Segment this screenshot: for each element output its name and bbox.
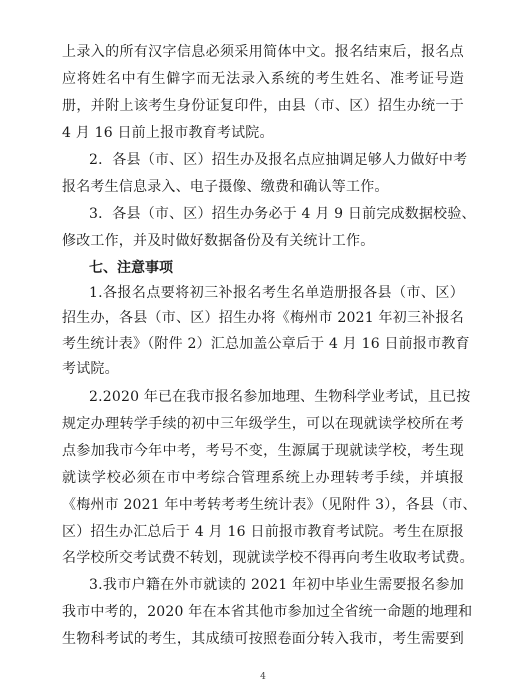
- text-line: 报名考生信息录入、电子摄像、缴费和确认等工作。: [62, 179, 389, 196]
- text-line: 区）招生办汇总后于 4 月 16 日前报市教育考试院。考生在原报: [62, 523, 464, 540]
- text-line: 修改工作，并及时做好数据备份及有关统计工作。: [62, 232, 375, 249]
- text-line: 册，并附上该考生身份证复印件，由县（市、区）招生办统一于: [62, 97, 464, 114]
- page-number: 4: [260, 672, 266, 682]
- text-line: 生物科考试的考生，其成绩可按照卷面分转入我市，考生需要到: [62, 631, 464, 647]
- text-line: 我市中考的，2020 年在本省其他市参加过全省统一命题的地理和: [62, 604, 473, 621]
- text-line: 4 月 16 日前上报市教育考试院。: [62, 124, 274, 141]
- text-line: 1.各报名点要将初三补报名考生名单造册报各县（市、区）: [89, 285, 464, 301]
- text-line: 招生办，各县（市、区）招生办将《梅州市 2021 年初三补报名: [62, 310, 464, 327]
- text-line: 3.我市户籍在外市就读的 2021 年初中毕业生需要报名参加: [89, 577, 464, 594]
- text-line: 3．各县（市、区）招生办务必于 4 月 9 日前完成数据校验、: [89, 206, 476, 222]
- text-line: 考生统计表》（附件 2）汇总加盖公章后于 4 月 16 日前报市教育: [62, 335, 470, 352]
- text-line: 名学校所交考试费不转划，现就读学校不得再向考生收取考试费。: [62, 550, 474, 567]
- section-heading: 七、注意事项: [89, 259, 173, 276]
- text-line: 上录入的所有汉字信息必须采用简体中文。报名结束后，报名点: [62, 44, 464, 60]
- text-line: 规定办理转学手续的初中三年级学生，可以在现就读学校所在考: [62, 416, 464, 433]
- text-line: 点参加我市今年中考，考号不变，生源属于现就读学校，考生现: [62, 443, 464, 459]
- text-line: 2.2020 年已在我市报名参加地理、生物科学业考试，且已按: [89, 389, 471, 406]
- text-line: 考试院。: [62, 360, 119, 377]
- text-line: 就读学校必须在市中考综合管理系统上办理转考手续，并填报: [62, 469, 464, 486]
- text-line: 应将姓名中有生僻字而无法录入系统的考生姓名、准考证号造: [62, 70, 464, 87]
- text-line: 《梅州市 2021 年中考转考考生统计表》（见附件 3），各县（市、: [62, 496, 477, 513]
- text-line: 2．各县（市、区）招生办及报名点应抽调足够人力做好中考: [89, 152, 468, 169]
